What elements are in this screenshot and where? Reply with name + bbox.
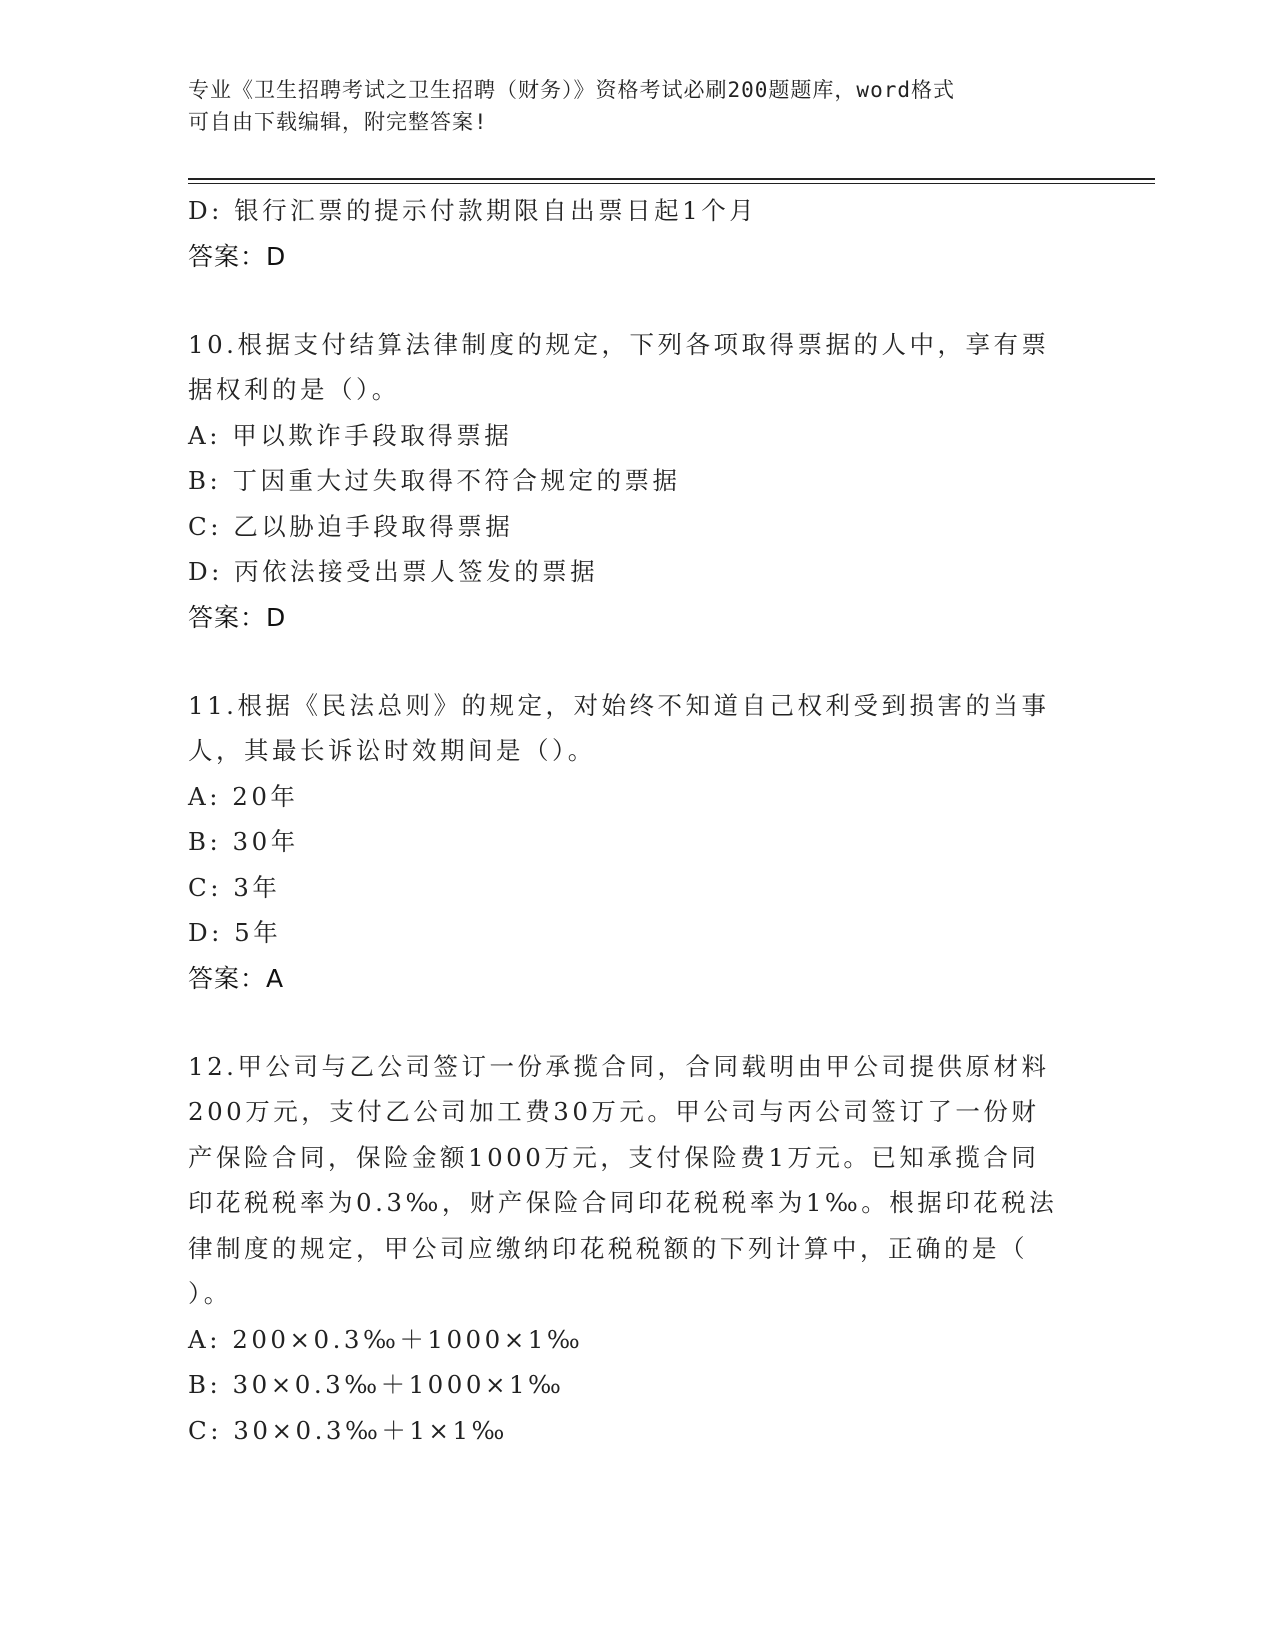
option-d: D: 银行汇票的提示付款期限自出票日起1个月 (188, 196, 758, 225)
document-header (188, 74, 1068, 138)
option-c: C: 30×0.3‰＋1×1‰ (188, 1415, 508, 1445)
question-stem (188, 1044, 1078, 1317)
stem-line: 据权利的是（）。 (188, 375, 400, 404)
header-divider-thin (188, 183, 1155, 184)
stem-line: 200万元，支付乙公司加工费30万元。甲公司与丙公司签订了一份财 (188, 1097, 1040, 1126)
option-d: D: 丙依法接受出票人签发的票据 (188, 557, 599, 586)
question-stem (188, 683, 1078, 774)
option-a: A: 甲以欺诈手段取得票据 (188, 420, 513, 450)
header-title-line-1: 专业《卫生招聘考试之卫生招聘（财务）》资格考试必刷200题题库，word格式 (188, 78, 955, 102)
question-12 (188, 1044, 1088, 1454)
answer-line: 答案：A (188, 963, 285, 993)
stem-line: ）。 (188, 1279, 232, 1308)
question-11 (188, 683, 1088, 1002)
option-a: A: 20年 (188, 781, 299, 811)
stem-line: 人，其最长诉讼时效期间是（）。 (188, 736, 596, 765)
option-a: A: 200×0.3‰＋1000×1‰ (188, 1324, 584, 1354)
option-d: D: 5年 (188, 918, 282, 947)
previous-question-tail (188, 188, 1088, 280)
stem-line: 印花税税率为0.3‰，财产保险合同印花税税率为1‰。根据印花税法 (188, 1188, 1058, 1217)
question-10 (188, 322, 1088, 641)
option-c: C: 乙以胁迫手段取得票据 (188, 511, 514, 541)
option-b: B: 丁因重大过失取得不符合规定的票据 (188, 466, 681, 495)
header-divider-thick (188, 178, 1155, 180)
header-title-line-2: 可自由下载编辑，附完整答案! (188, 110, 488, 134)
stem-line: 律制度的规定，甲公司应缴纳印花税税额的下列计算中，正确的是（ (188, 1233, 1028, 1263)
stem-line: 10.根据支付结算法律制度的规定，下列各项取得票据的人中，享有票 (188, 329, 1050, 359)
stem-line: 11.根据《民法总则》的规定，对始终不知道自己权利受到损害的当事 (188, 690, 1050, 720)
document-body (188, 188, 1088, 1453)
answer-line: 答案：D (188, 602, 287, 632)
option-b: B: 30×0.3‰＋1000×1‰ (188, 1370, 565, 1399)
stem-line: 12.甲公司与乙公司签订一份承揽合同，合同载明由甲公司提供原材料 (188, 1051, 1050, 1081)
option-c: C: 3年 (188, 872, 281, 902)
answer-line: 答案：D (188, 241, 287, 271)
stem-line: 产保险合同，保险金额1000万元，支付保险费1万元。已知承揽合同 (188, 1142, 1040, 1172)
question-stem (188, 322, 1078, 413)
option-b: B: 30年 (188, 827, 299, 856)
